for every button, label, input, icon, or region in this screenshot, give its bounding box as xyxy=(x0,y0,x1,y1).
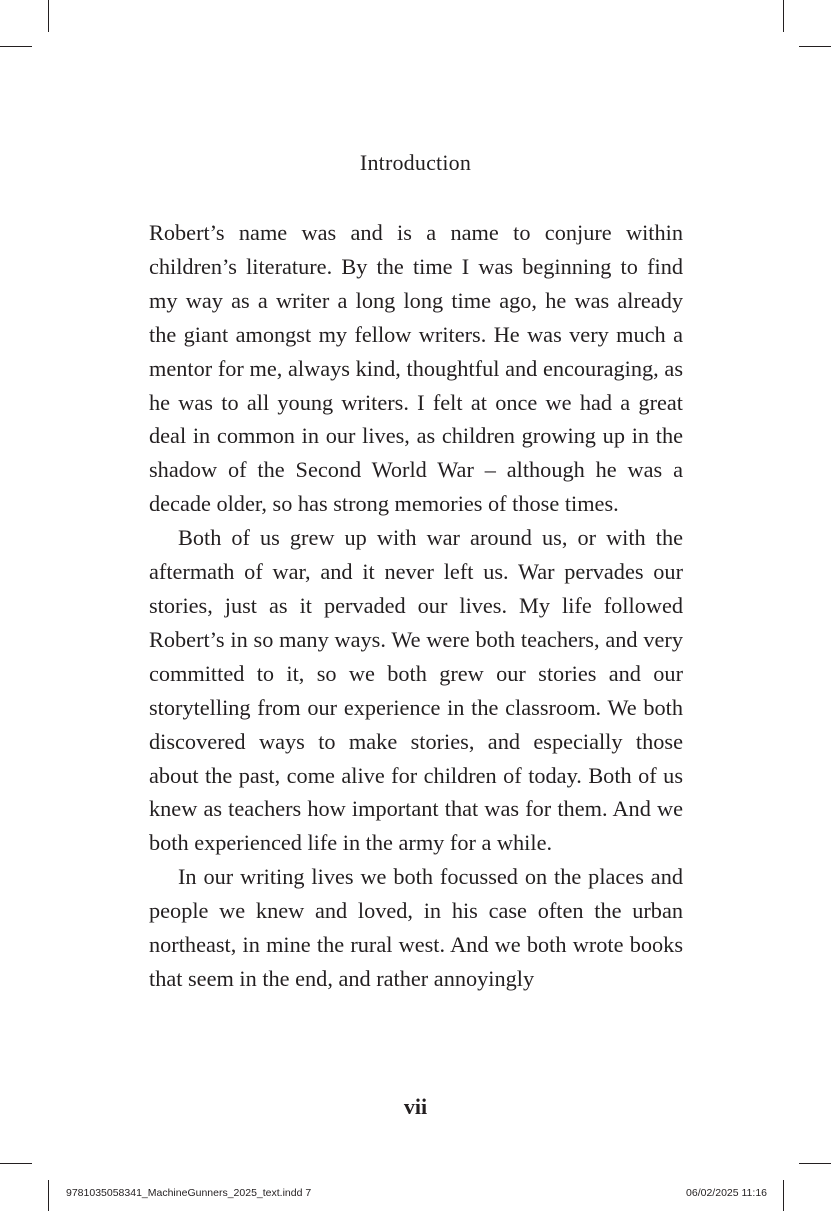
paragraph-2: Both of us grew up with war around us, or with the aftermath of war, and it never left us. War pervades our stories, just as it pervaded our lives. My life followed Robert’s in so many ways. We were both teachers, and very committed to it, so we both grew our stories and our storytelling from our experience in the classroom. We both discovered ways to make stories, and especially those about the past, come alive for children of today. Both of us knew as teachers how important that was for them. And we both experienced life in the army for a while. xyxy=(149,525,683,856)
crop-mark-top-left-vertical xyxy=(48,0,49,32)
chapter-title: Introduction xyxy=(359,150,472,175)
crop-mark-bottom-right-horizontal xyxy=(799,1163,831,1164)
print-slug-file-info: 9781035058341_MachineGunners_2025_text.indd 7 xyxy=(66,1187,312,1199)
paragraph-3: In our writing lives we both focussed on the places and people we knew and loved, in his case often the urban northeast, in mine the rural west. And we both wrote books that seem in the end, and rather annoyingly xyxy=(149,864,683,991)
crop-mark-bottom-right-vertical xyxy=(783,1180,784,1211)
crop-mark-top-right-horizontal xyxy=(799,46,831,47)
body-text xyxy=(149,216,683,996)
crop-mark-top-right-vertical xyxy=(783,0,784,32)
crop-mark-bottom-left-horizontal xyxy=(0,1163,32,1164)
page-number: vii xyxy=(403,1094,428,1119)
print-slug-timestamp: 06/02/2025 11:16 xyxy=(686,1187,767,1199)
paragraph-1: Robert’s name was and is a name to conjure within children’s literature. By the time I was beginning to find my way as a writer a long long time ago, he was already the giant amongst my fellow writers. He was very much a mentor for me, always kind, thoughtful and encouraging, as he was to all young writers. I felt at once we had a great deal in common in our lives, as children growing up in the shadow of the Second World War – although he was a decade older, so has strong memories of those times. xyxy=(149,220,683,517)
crop-mark-top-left-horizontal xyxy=(0,46,32,47)
crop-mark-bottom-left-vertical xyxy=(48,1180,49,1211)
